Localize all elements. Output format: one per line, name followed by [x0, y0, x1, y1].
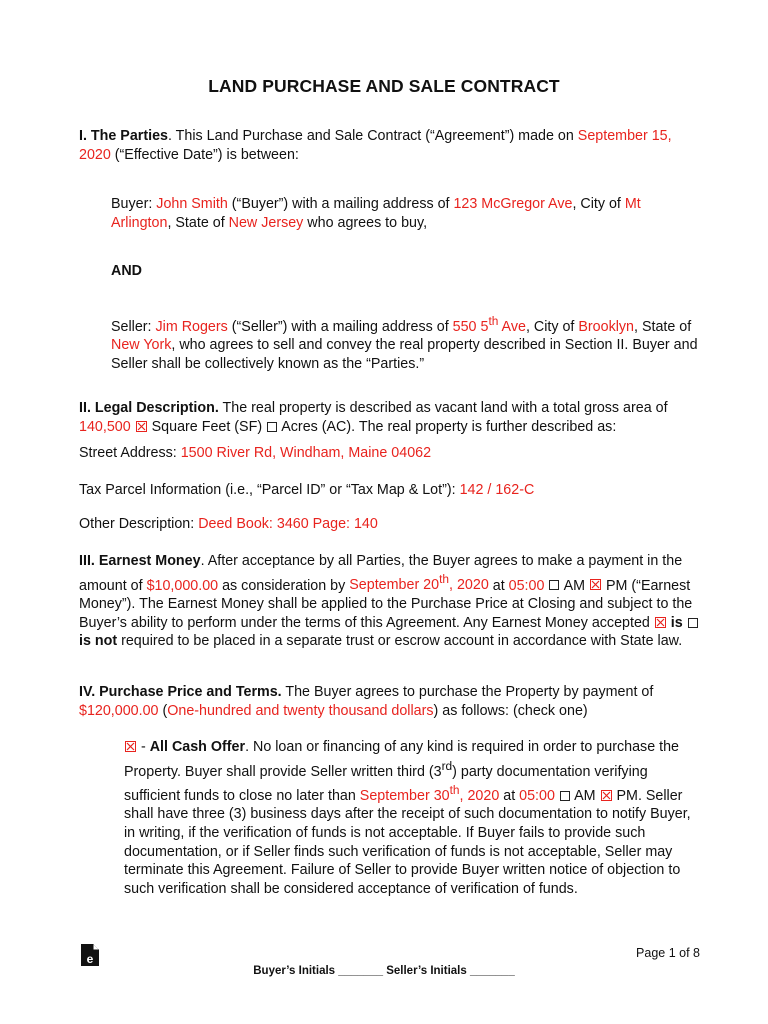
seller-city: Brooklyn: [578, 318, 634, 335]
buyer-paragraph: [111, 195, 703, 232]
date-part: September 30: [359, 787, 450, 804]
buyer-name: John Smith: [156, 196, 228, 212]
text: as consideration by: [218, 577, 350, 594]
tax-parcel: 142 / 162-C: [459, 482, 535, 498]
text: (“Effective Date”) is between:: [110, 146, 299, 163]
section-heading: I. The Parties: [79, 128, 168, 144]
initials-line: Buyer’s Initials _______ Seller’s Initials _______: [253, 965, 515, 977]
eforms-logo-icon: [80, 943, 100, 967]
label: Other Description:: [79, 516, 199, 532]
text: ) party documentation verifying sufficient funds to close no later than: [124, 763, 648, 804]
cash-offer-paragraph: [124, 738, 704, 898]
date-part: September 20: [349, 577, 440, 594]
purchase-price: $120,000.00: [79, 702, 159, 719]
section-legal-description: [79, 399, 701, 436]
section-heading: IV. Purchase Price and Terms.: [79, 684, 282, 700]
label: Street Address:: [79, 445, 181, 461]
text: , City of: [572, 196, 625, 212]
text: . After acceptance by all Parties, the Buyer agrees to make a payment in the amount of: [79, 553, 683, 594]
buyer-address: 123 McGregor Ave: [453, 196, 573, 212]
buyer-city: Mt Arlington: [111, 196, 641, 231]
page-number: Page 1 of 8: [636, 946, 700, 960]
address-street: Ave: [498, 318, 526, 335]
seller-address: [452, 314, 526, 335]
text: The Buyer agrees to purchase the Property by payment of: [281, 684, 654, 700]
ordinal-suffix: rd: [441, 758, 453, 773]
section-heading: III. Earnest Money: [79, 553, 201, 569]
text: , who agrees to sell and convey the real property described in Section II. Buyer and Seller shall be collectively known as the “Parties.”: [111, 337, 698, 372]
text: . No loan or financing of any kind is required in order to purchase the Property. Buyer shall provide Seller written third (3: [124, 739, 679, 780]
text: The real property is described as vacant land with a total gross area of: [218, 400, 668, 416]
ordinal-suffix: th: [439, 572, 450, 587]
date-year: , 2020: [449, 577, 489, 594]
closing-time: 05:00: [519, 787, 555, 804]
street-address: 1500 River Rd, Windham, Maine 04062: [180, 445, 432, 461]
text: , State of: [634, 318, 692, 335]
checkbox-checked-icon[interactable]: [601, 790, 612, 801]
street-address-line: [79, 444, 701, 463]
svg-text:e: e: [86, 952, 94, 966]
text: at: [499, 787, 520, 804]
am-label: AM: [570, 787, 600, 804]
text: required to be placed in a separate trust or escrow account in accordance with State law.: [117, 633, 683, 650]
ordinal-suffix: th: [449, 782, 460, 797]
checkbox-empty-icon[interactable]: [267, 422, 277, 432]
text: PM (“Earnest Money”). The Earnest Money shall be applied to the Purchase Price at Closing and subject to the Buyer’s ability to perform under the terms of this Agreement. Any Earnest Money accepted: [79, 577, 693, 631]
checkbox-empty-icon[interactable]: [560, 791, 570, 801]
closing-date: [359, 782, 500, 804]
and-separator: AND: [111, 263, 142, 279]
label: Tax Parcel Information (i.e., “Parcel ID” or “Tax Map & Lot”):: [79, 482, 460, 498]
text: who agrees to buy,: [303, 214, 428, 231]
section-parties: [79, 127, 701, 164]
section-purchase-price: [79, 683, 701, 720]
price-in-words: One-hundred and twenty thousand dollars: [167, 702, 434, 719]
effective-date: September 15, 2020: [79, 128, 672, 163]
checkbox-checked-icon[interactable]: [655, 617, 666, 628]
section-heading: II. Legal Description.: [79, 400, 219, 416]
earnest-amount: $10,000.00: [146, 577, 219, 594]
address-number: 550 5: [452, 318, 489, 335]
is-not-label: is not: [79, 633, 118, 650]
seller-state: New York: [111, 337, 172, 354]
text: (: [158, 702, 168, 719]
text: (“Buyer”) with a mailing address of: [227, 196, 454, 212]
buyer-state: New Jersey: [228, 214, 304, 231]
text: Acres (AC). The real property is further described as:: [278, 418, 617, 435]
checkbox-checked-icon[interactable]: [590, 579, 601, 590]
ordinal-suffix: th: [488, 314, 499, 328]
earnest-date: [349, 572, 489, 594]
dash: -: [137, 739, 150, 755]
text: ) as follows: (check one): [433, 702, 588, 719]
label: Seller:: [111, 318, 156, 335]
is-label: is: [666, 614, 687, 631]
text: (“Seller”) with a mailing address of: [227, 318, 453, 335]
gross-area: 140,500: [79, 418, 131, 435]
cash-offer-heading: All Cash Offer: [149, 739, 246, 755]
label: Buyer:: [111, 196, 157, 212]
section-earnest-money: [79, 552, 701, 651]
am-label: AM: [560, 577, 590, 594]
tax-parcel-line: [79, 481, 701, 500]
text: , State of: [167, 214, 229, 231]
text: , City of: [525, 318, 579, 335]
other-description-line: [79, 515, 701, 534]
checkbox-checked-icon[interactable]: [136, 421, 147, 432]
checkbox-empty-icon[interactable]: [549, 580, 559, 590]
other-description: Deed Book: 3460 Page: 140: [198, 516, 378, 532]
checkbox-empty-icon[interactable]: [688, 618, 698, 628]
document-title: LAND PURCHASE AND SALE CONTRACT: [208, 76, 560, 96]
text: at: [488, 577, 509, 594]
checkbox-checked-icon[interactable]: [125, 741, 136, 752]
seller-paragraph: [111, 312, 703, 374]
seller-name: Jim Rogers: [155, 318, 228, 335]
date-year: , 2020: [459, 787, 500, 804]
text: PM. Seller shall have three (3) business days after the receipt of such documentation to notify Buyer, in writing, if the verification of funds is not acceptable. If Buyer fails to provide such documentation, or if Seller finds such verification of funds is not acceptable, Seller may terminate this Agreement. Failure of Seller to provide Buyer written notice of objection to such verification shall be considered acceptance of verification of funds.: [124, 787, 691, 897]
earnest-time: 05:00: [508, 577, 545, 594]
text: . This Land Purchase and Sale Contract (“Agreement”) made on: [168, 128, 578, 144]
text: Square Feet (SF): [147, 418, 267, 435]
